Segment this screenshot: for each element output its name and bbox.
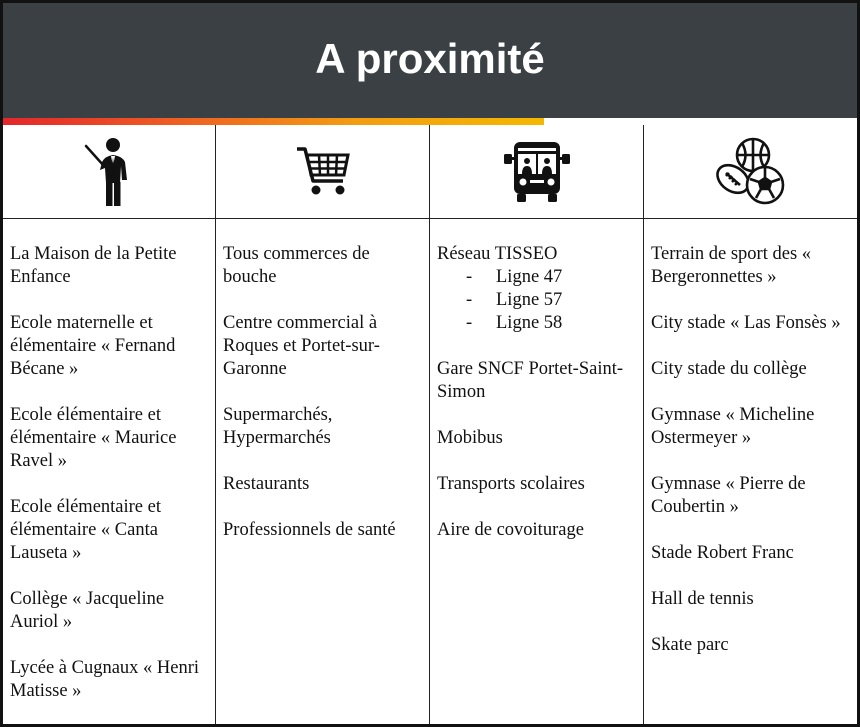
sports-balls-icon: [712, 133, 790, 211]
icon-cell: [644, 125, 857, 219]
list-item: Gymnase « Micheline Ostermeyer »: [651, 405, 815, 448]
bus-icon: [498, 133, 576, 211]
list-item: Centre commercial à Roques et Portet-sur-Garonne: [223, 313, 380, 379]
amenities-table: [3, 125, 857, 724]
column-transport: [429, 125, 643, 724]
shopping-cart-icon: [284, 133, 362, 211]
list-item: Terrain de sport des « Bergeronnettes »: [651, 244, 812, 287]
list-item: Stade Robert Franc: [651, 543, 794, 563]
list-item: Lycée à Cugnaux « Henri Matisse »: [10, 658, 200, 701]
list-item: Aire de covoiturage: [437, 520, 584, 540]
icon-cell: [3, 125, 215, 219]
accent-bar: [3, 118, 544, 125]
network-line: - Ligne 47: [466, 267, 563, 287]
transport-network: [437, 243, 637, 335]
list-item: Restaurants: [223, 474, 310, 494]
list-item: City stade du collège: [651, 359, 807, 379]
column-sports: [643, 125, 857, 724]
network-label: Réseau TISSEO: [437, 244, 558, 264]
teacher-icon: [70, 133, 148, 211]
list-item: Supermarchés, Hypermarchés: [223, 405, 333, 448]
list-item: Professionnels de santé: [223, 520, 396, 540]
list-item: Transports scolaires: [437, 474, 585, 494]
sports-list: [651, 243, 851, 680]
icon-cell: [216, 125, 429, 219]
column-commerce: [215, 125, 429, 724]
list-item: Gymnase « Pierre de Coubertin »: [651, 474, 806, 517]
list-item: Ecole maternelle et élémentaire « Fernand Bécane »: [10, 313, 176, 379]
header-banner: [3, 3, 857, 118]
column-education: [3, 125, 215, 724]
education-list: [10, 243, 209, 726]
list-item: Gare SNCF Portet-Saint-Simon: [437, 359, 624, 402]
list-item: Mobibus: [437, 428, 503, 448]
transport-list: [437, 243, 637, 565]
commerce-list: [223, 243, 423, 565]
network-line: - Ligne 58: [466, 313, 563, 333]
list-item: City stade « Las Fonsès »: [651, 313, 841, 333]
list-item: Ecole élémentaire et élémentaire « Canta Lauseta »: [10, 497, 161, 563]
list-item: Ecole élémentaire et élémentaire « Maurice Ravel »: [10, 405, 177, 471]
list-item: La Maison de la Petite Enfance: [10, 244, 177, 287]
list-item: Skate parc: [651, 635, 729, 655]
list-item: Tous commerces de bouche: [223, 244, 370, 287]
list-item: Collège « Jacqueline Auriol »: [10, 589, 165, 632]
list-item: Hall de tennis: [651, 589, 754, 609]
page-title: A proximité: [315, 35, 545, 82]
icon-cell: [430, 125, 643, 219]
network-line: - Ligne 57: [466, 290, 563, 310]
